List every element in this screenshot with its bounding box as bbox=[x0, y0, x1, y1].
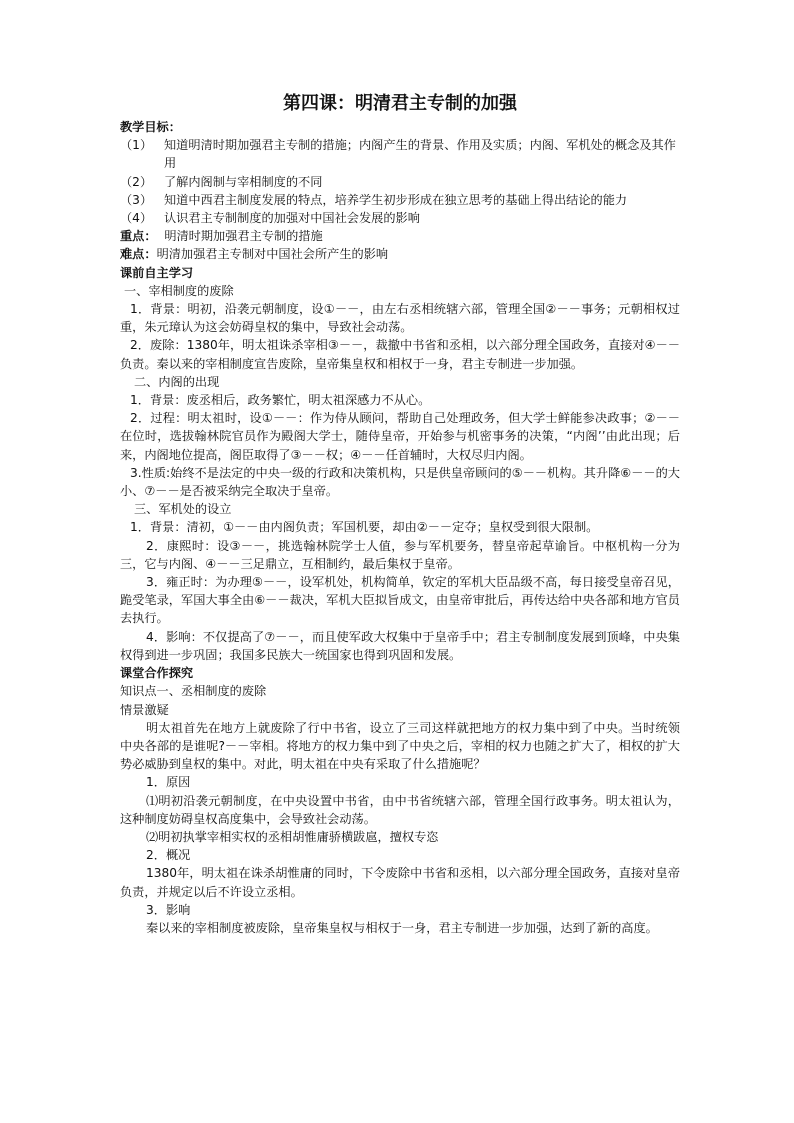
goal-item bbox=[120, 191, 680, 209]
goal-item bbox=[120, 136, 680, 172]
document-page bbox=[120, 92, 680, 937]
goal-item bbox=[120, 173, 680, 191]
goal-item bbox=[120, 209, 680, 227]
cooperation-heading: 课堂合作探究 bbox=[120, 666, 194, 681]
goal-text: 认识君主专制制度的加强对中国社会发展的影响 bbox=[164, 211, 420, 226]
goal-number: （2） bbox=[120, 174, 153, 189]
section-heading: 三、军机处的设立 bbox=[134, 502, 232, 517]
subsection-heading: 1．原因 bbox=[146, 775, 191, 790]
paragraph: 2．康熙时：设③－－，挑选翰林院学士人值，参与军机要务，替皇帝起草谕旨。中枢机构一分为三，它与内阁、④－－三足鼎立，互相制约，最后集权于皇帝。 bbox=[120, 538, 680, 571]
paragraph: 1．背景：废丞相后，政务繁忙，明太祖深感力不从心。 bbox=[130, 393, 431, 408]
paragraph: 1．背景：明初，沿袭元朝制度，设①－－，由左右丞相统辖六部，管理全国②－－事务；元朝相权过重，朱元璋认为这会妨碍皇权的集中，导致社会动荡。 bbox=[120, 302, 680, 335]
difficulty-text: 明清加强君主专制对中国社会所产生的影响 bbox=[156, 247, 389, 262]
key-point bbox=[120, 227, 680, 245]
goal-number: （4） bbox=[120, 211, 153, 226]
section-heading: 二、内阁的出现 bbox=[134, 374, 220, 389]
page-title: 第四课：明清君主专制的加强 bbox=[283, 93, 517, 114]
paragraph: 2．废除：1380年，明太祖诛杀宰相③－－，裁撤中书省和丞相，以六部分理全国政务，直接对④－－负责。秦以来的宰相制度宣告废除，皇帝集皇权和相权于一身，君主专制进一步加强。 bbox=[120, 338, 680, 371]
goal-number: （3） bbox=[120, 192, 153, 207]
goals-list bbox=[120, 136, 680, 227]
difficulty-point bbox=[120, 245, 680, 263]
difficulty-label: 难点： bbox=[120, 247, 157, 262]
key-label: 重点： bbox=[120, 229, 157, 244]
paragraph: ⑵明初执掌宰相实权的丞相胡惟庸骄横跋扈，擅权专恣 bbox=[146, 829, 439, 844]
scene-label: 情景激疑 bbox=[120, 702, 169, 717]
goal-text: 知道中西君主制度发展的特点，培养学生初步形成在独立思考的基础上得出结论的能力 bbox=[164, 192, 628, 207]
goal-text: 知道明清时期加强君主专制的措施；内阁产生的背景、作用及实质；内阁、军机处的概念及其作用 bbox=[164, 138, 676, 171]
goals-heading: 教学目标： bbox=[120, 120, 181, 134]
paragraph: 1380年，明太祖在诛杀胡惟庸的同时，下令废除中书省和丞相，以六部分理全国政务，直接对皇帝负责，并规定以后不许设立丞相。 bbox=[120, 866, 680, 899]
paragraph: 2．过程：明太祖时，设①－－：作为侍从顾问，帮助自己处理政务，但大学士鲜能参决政事；②－－在位时，选拔翰林院官员作为殿阁大学士，随侍皇帝，开始参与机密事务的决策，“内阁’’由此出现；后来，内阁地位提高，阁臣取得了③－－权；④－－任首辅时，大权尽归内阁。 bbox=[120, 411, 680, 462]
paragraph: 4．影响：不仅提高了⑦－－，而且使军政大权集中于皇帝手中；君主专制制度发展到顶峰，中央集权得到进一步巩固；我国多民族大一统国家也得到巩固和发展。 bbox=[120, 629, 680, 662]
paragraph: 秦以来的宰相制度被废除，皇帝集皇权与相权于一身，君主专制进一步加强，达到了新的高度。 bbox=[146, 920, 658, 935]
key-text: 明清时期加强君主专制的措施 bbox=[164, 229, 323, 244]
goal-text: 了解内阁制与宰相制度的不同 bbox=[164, 174, 323, 189]
section-heading: 一、宰相制度的废除 bbox=[124, 283, 234, 298]
paragraph: ⑴明初沿袭元朝制度，在中央设置中书省，由中书省统辖六部，管理全国行政事务。明太祖认为，这种制度妨碍皇权高度集中，会导致社会动荡。 bbox=[120, 793, 680, 826]
subsection-heading: 3．影响 bbox=[146, 902, 191, 917]
paragraph: 明太祖首先在地方上就废除了行中书省，设立了三司这样就把地方的权力集中到了中央。当时统领中央各部的是谁呢?－－宰相。将地方的权力集中到了中央之后，宰相的权力也随之扩大了，相权的扩大势必威胁到皇权的集中。对此，明太祖在中央有采取了什么措施呢？ bbox=[120, 720, 680, 772]
goal-number: （1） bbox=[120, 138, 153, 153]
pre-study-heading: 课前自主学习 bbox=[120, 265, 194, 280]
paragraph: 3．雍正时：为办理⑤－－，设军机处，机构简单，钦定的军机大臣品级不高，每日接受皇帝召见，跪受笔录，军国大事全由⑥－－裁决，军机大臣拟旨成文，由皇帝审批后，再传达给中央各部和地方官员去执行。 bbox=[120, 575, 680, 626]
paragraph: 3.性质:始终不是法定的中央一级的行政和决策机构，只是供皇帝顾问的⑤－－机构。其升降⑥－－的大小、⑦－－是否被采纳完全取决于皇帝。 bbox=[120, 465, 680, 499]
subsection-heading: 2．概况 bbox=[146, 848, 191, 863]
paragraph: 1．背景：清初，①－－由内阁负责；军国机要，却由②－－定夺；皇权受到很大限制。 bbox=[130, 520, 599, 535]
knowledge-point: 知识点一、丞相制度的废除 bbox=[120, 684, 267, 699]
